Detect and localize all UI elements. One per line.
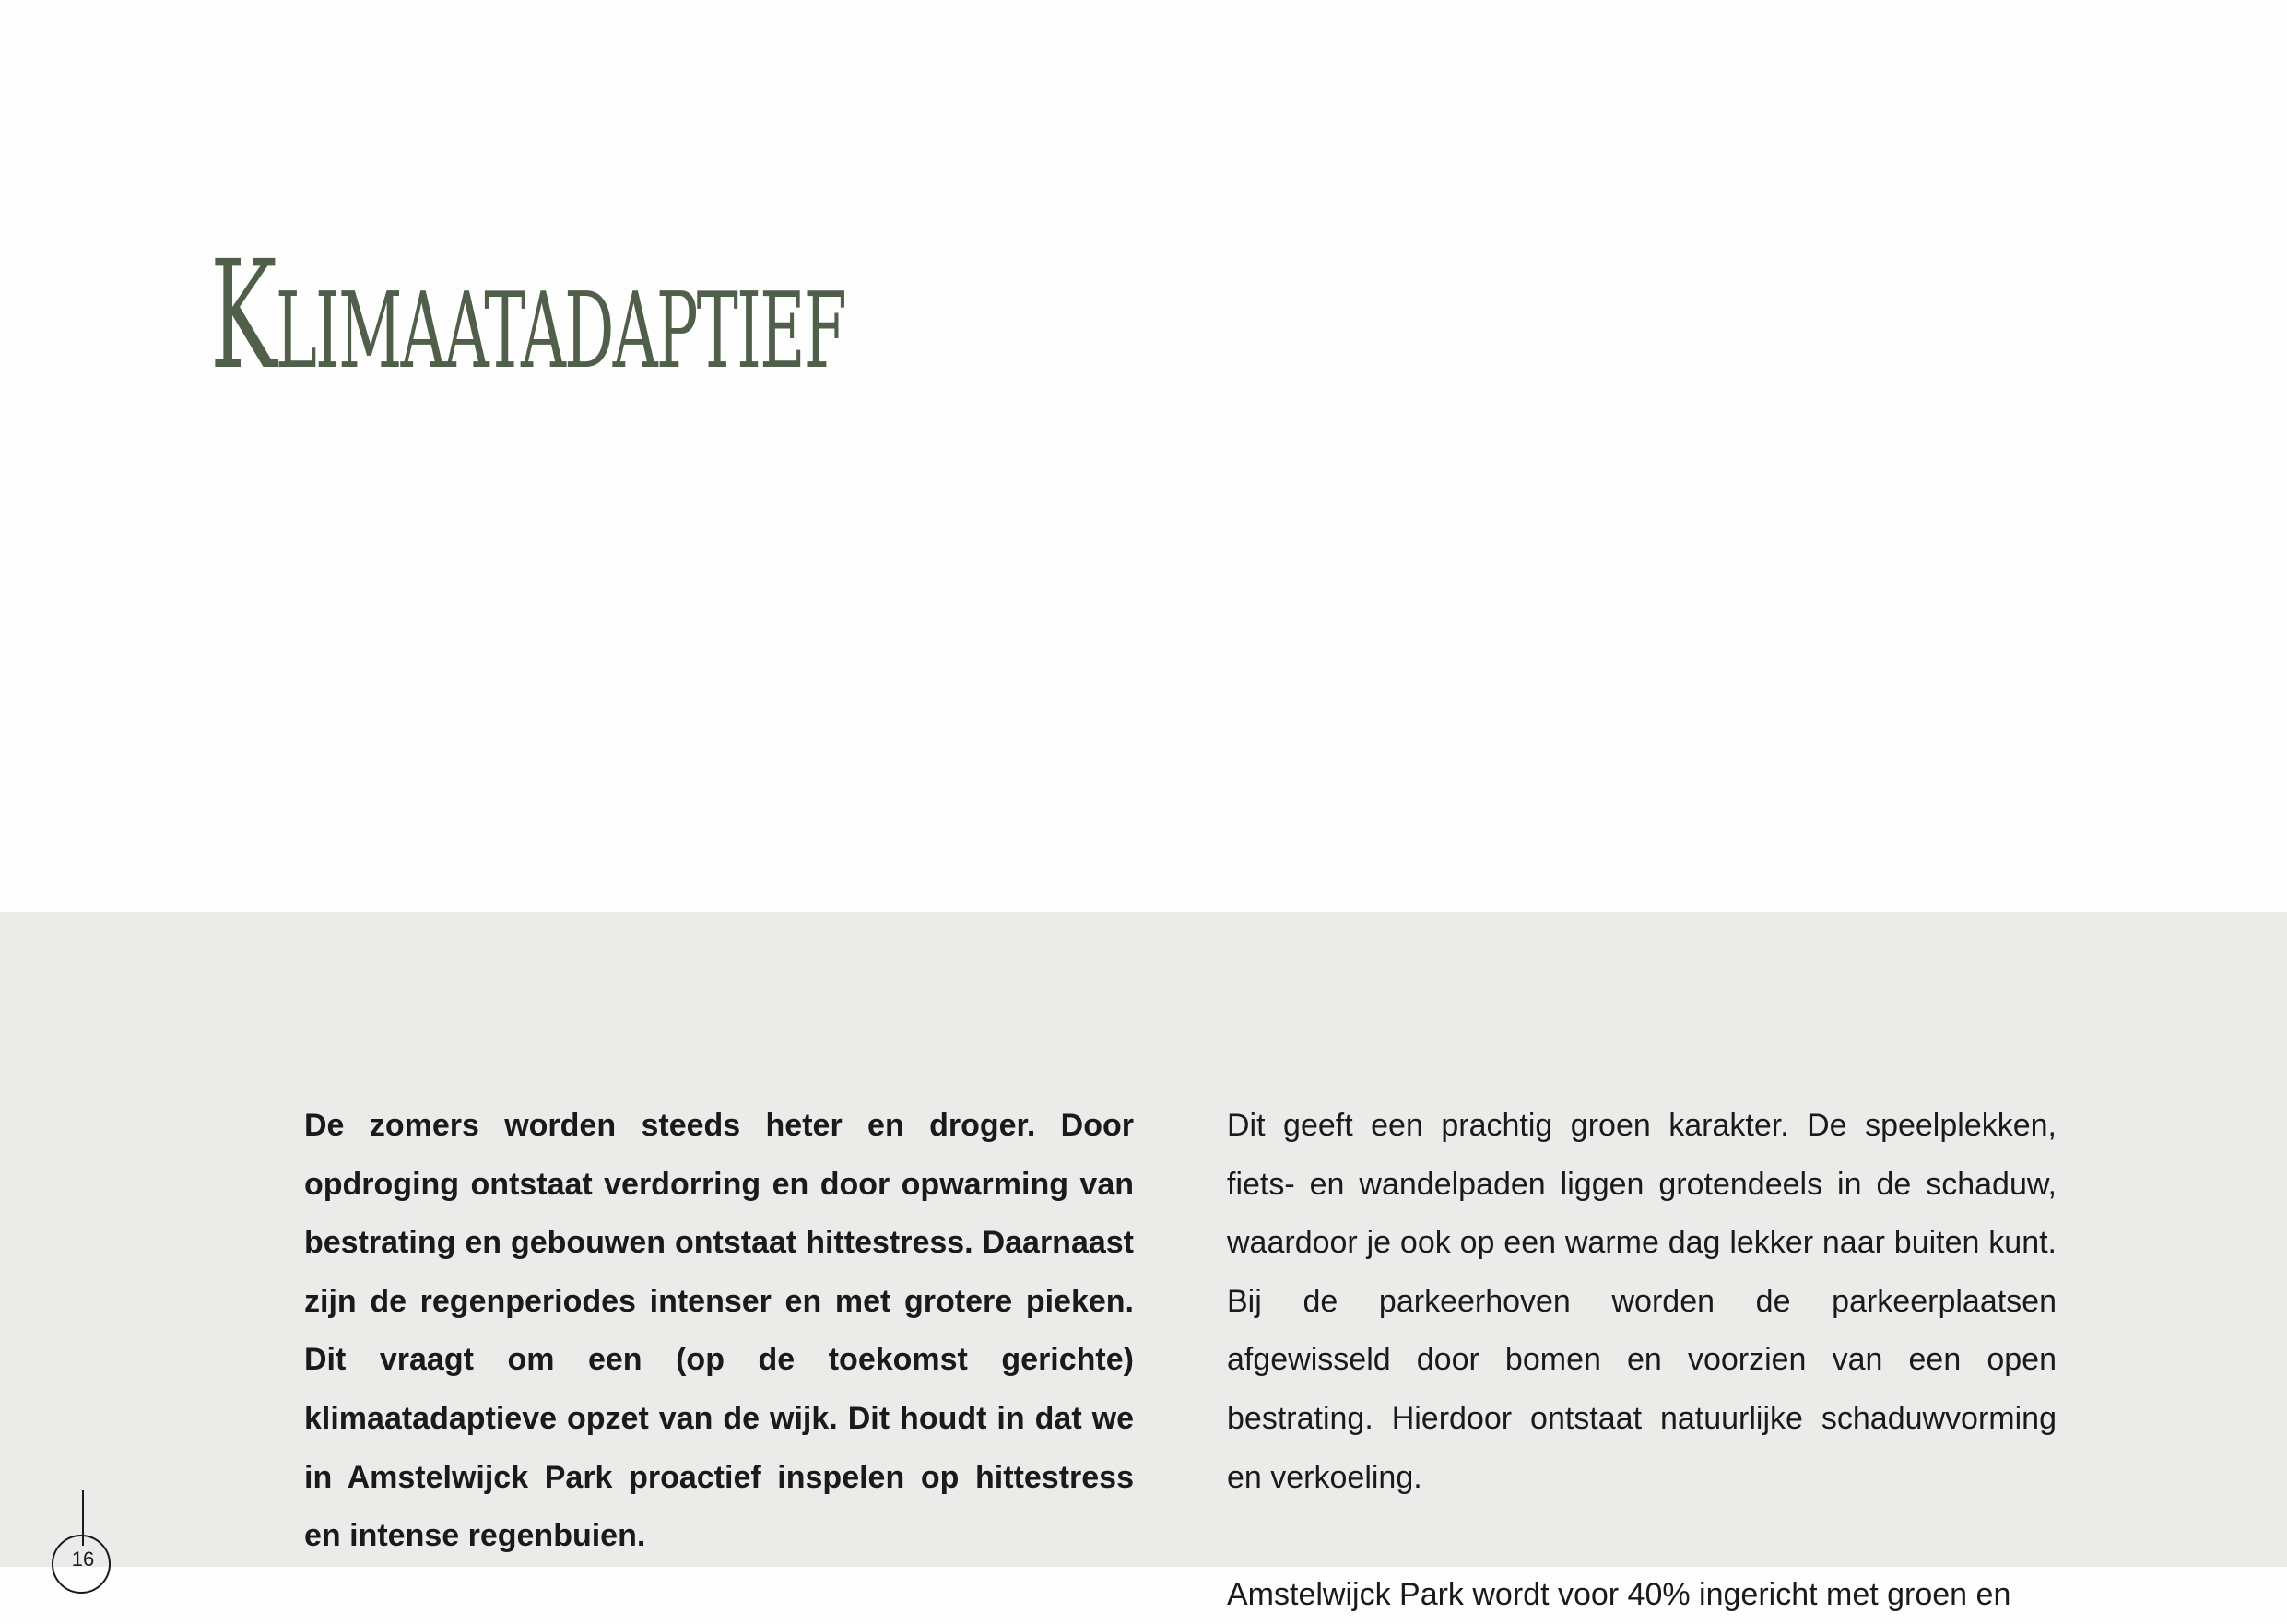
page-number: 16	[71, 1548, 95, 1571]
intro-paragraph: De zomers worden steeds heter en droger. Door opdroging ontstaat verdorring en door opwarming van bestrating en gebouwen ontstaat hittestress. Daarnaast zijn de regenperiodes intenser en met grotere pieken. Dit vraagt om een (op de toekomst gerichte) klimaatadaptieve opzet van de wijk. Dit houdt in dat we in Amstelwijck Park proactief inspelen op hittestress en intense regenbuien.	[304, 1108, 1134, 1554]
body-text-panel	[0, 912, 2287, 1612]
body-paragraph: Dit geeft een prachtig groen karakter. De speelplekken, fiets- en wandelpaden liggen grotendeels in de schaduw, waardoor je ook op een warme dag lekker naar buiten kunt. Bij de parkeerhoven worden de parkeerplaatsen afgewisseld door bomen en voorzien van een open bestrating. Hierdoor ontstaat natuurlijke schaduwvorming en verkoeling.	[1227, 1108, 2057, 1495]
page-title: Klimaatadaptief	[210, 229, 846, 403]
body-paragraph: Amstelwijck Park wordt voor 40% ingericht met groen en	[1227, 1576, 2011, 1612]
left-column	[304, 1097, 1134, 1566]
right-column	[1227, 1097, 2057, 1624]
page-number-marker	[50, 1490, 116, 1573]
